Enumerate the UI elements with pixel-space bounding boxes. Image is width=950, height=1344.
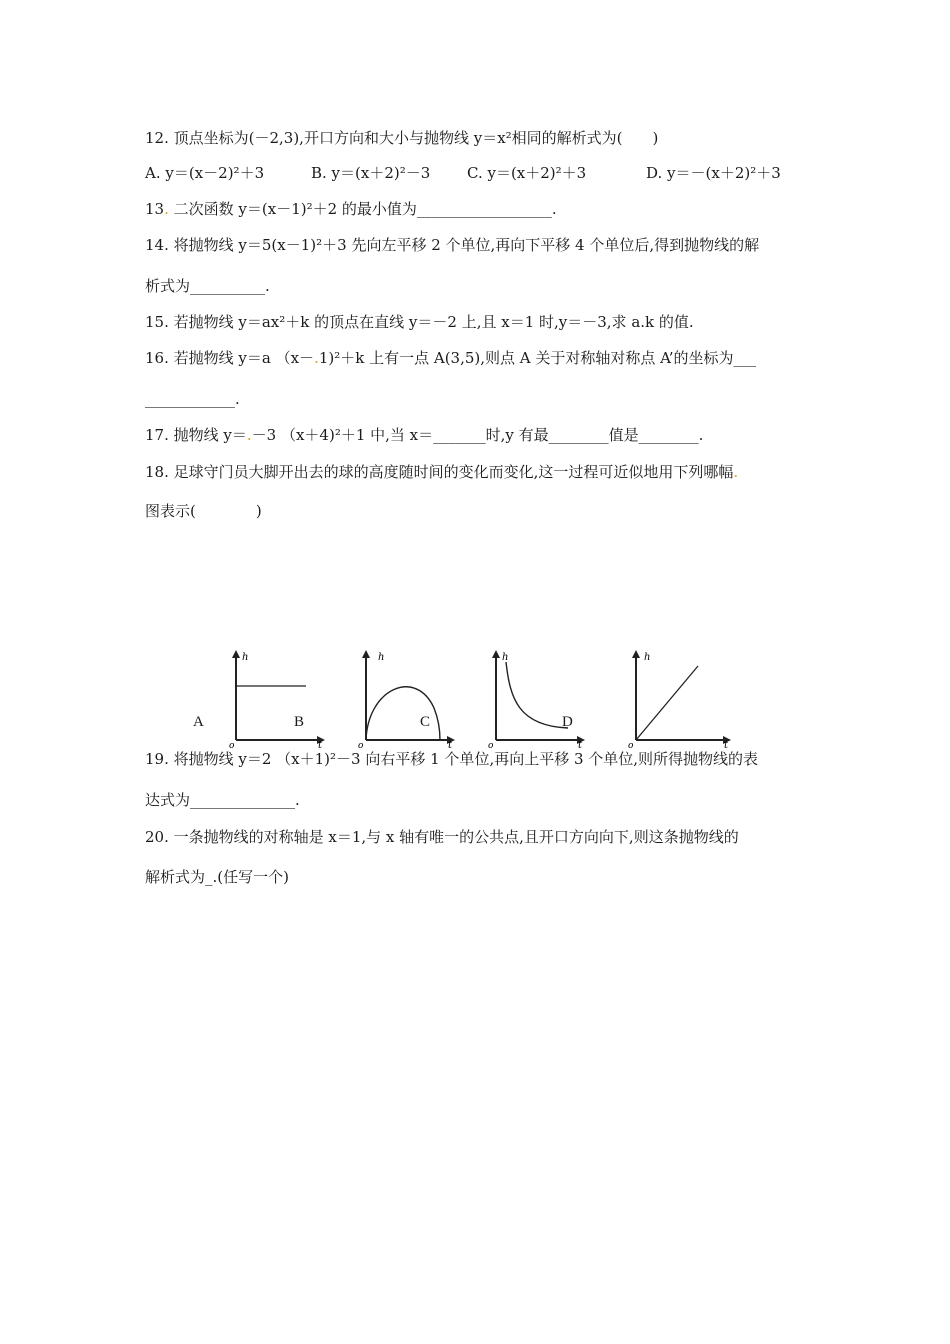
q12-stem: 12. 顶点坐标为(－2,3),开口方向和大小与抛物线 y＝x²相同的解析式为( ) bbox=[145, 129, 659, 147]
y-axis-label: h bbox=[242, 652, 249, 663]
q13-number: 13 bbox=[145, 200, 165, 218]
q18-line-2: 图表示( ) bbox=[145, 502, 262, 520]
graph-label-d: D bbox=[562, 714, 573, 730]
q13-text: 二次函数 y＝(x－1)²＋2 的最小值为__________________. bbox=[168, 200, 557, 218]
question-13 bbox=[145, 198, 557, 220]
graph-label-a: A bbox=[193, 714, 204, 730]
x-axis-label: t bbox=[448, 740, 453, 748]
graph-label-b: B bbox=[294, 714, 305, 730]
y-axis-label: h bbox=[502, 652, 509, 663]
q19-line-1: 19. 将抛物线 y＝2 （x＋1)²－3 向右平移 1 个单位,再向上平移 3 个单位,则所得抛物线的表 bbox=[145, 750, 759, 768]
x-axis-label: t bbox=[578, 740, 583, 748]
accent-dot: . bbox=[733, 463, 739, 481]
q16-line-1 bbox=[145, 347, 756, 369]
accent-dot: . bbox=[246, 426, 252, 444]
q12-option-d: D. y＝－(x＋2)²＋3 bbox=[646, 164, 781, 182]
question-15: 15. 若抛物线 y＝ax²＋k 的顶点在直线 y＝－2 上,且 x＝1 时,y＝－3,求 a.k 的值. bbox=[145, 313, 694, 331]
q18-line-1 bbox=[145, 461, 738, 483]
x-axis-label: t bbox=[318, 740, 323, 748]
q17-pre: 17. 抛物线 y＝ bbox=[145, 426, 247, 444]
accent-dot: . bbox=[314, 349, 319, 367]
q16-line-2: ____________. bbox=[145, 390, 240, 408]
q20-line-1: 20. 一条抛物线的对称轴是 x＝1,与 x 轴有唯一的公共点,且开口方向向下,则这条抛物线的 bbox=[145, 828, 739, 846]
q12-option-a: A. y＝(x－2)²＋3 bbox=[145, 164, 265, 182]
q20-line-2: 解析式为_.(任写一个) bbox=[145, 868, 289, 886]
q12-option-b: B. y＝(x＋2)²－3 bbox=[311, 164, 431, 182]
graph-parabola bbox=[356, 648, 456, 748]
origin-label: o bbox=[488, 741, 494, 748]
q17-post: －3 （x＋4)²＋1 中,当 x＝_______时,y 有最________值是________. bbox=[251, 426, 704, 444]
y-axis-label: h bbox=[644, 652, 651, 663]
q19-line-2: 达式为______________. bbox=[145, 791, 300, 809]
graph-label-c: C bbox=[420, 714, 431, 730]
origin-label: o bbox=[628, 741, 634, 748]
x-axis-label: t bbox=[724, 740, 729, 748]
graph-linear bbox=[626, 648, 736, 748]
q16-post: 1)²＋k 上有一点 A(3,5),则点 A 关于对称轴对称点 A’的坐标为___ bbox=[318, 349, 757, 367]
graph-constant bbox=[226, 648, 326, 748]
graph-decay bbox=[486, 648, 586, 748]
q18-text: 18. 足球守门员大脚开出去的球的高度随时间的变化而变化,这一过程可近似地用下列哪幅 bbox=[145, 463, 734, 481]
origin-label: o bbox=[358, 741, 364, 748]
q14-line-1: 14. 将抛物线 y＝5(x－1)²＋3 先向左平移 2 个单位,再向下平移 4 个单位后,得到抛物线的解 bbox=[145, 236, 760, 254]
origin-label: o bbox=[229, 741, 235, 748]
question-17 bbox=[145, 424, 703, 446]
q16-pre: 16. 若抛物线 y＝a （x－ bbox=[145, 349, 315, 367]
q14-line-2: 析式为__________. bbox=[145, 277, 270, 295]
q12-option-c: C. y＝(x＋2)²＋3 bbox=[467, 164, 587, 182]
y-axis-label: h bbox=[378, 652, 385, 663]
accent-dot: . bbox=[164, 200, 169, 218]
